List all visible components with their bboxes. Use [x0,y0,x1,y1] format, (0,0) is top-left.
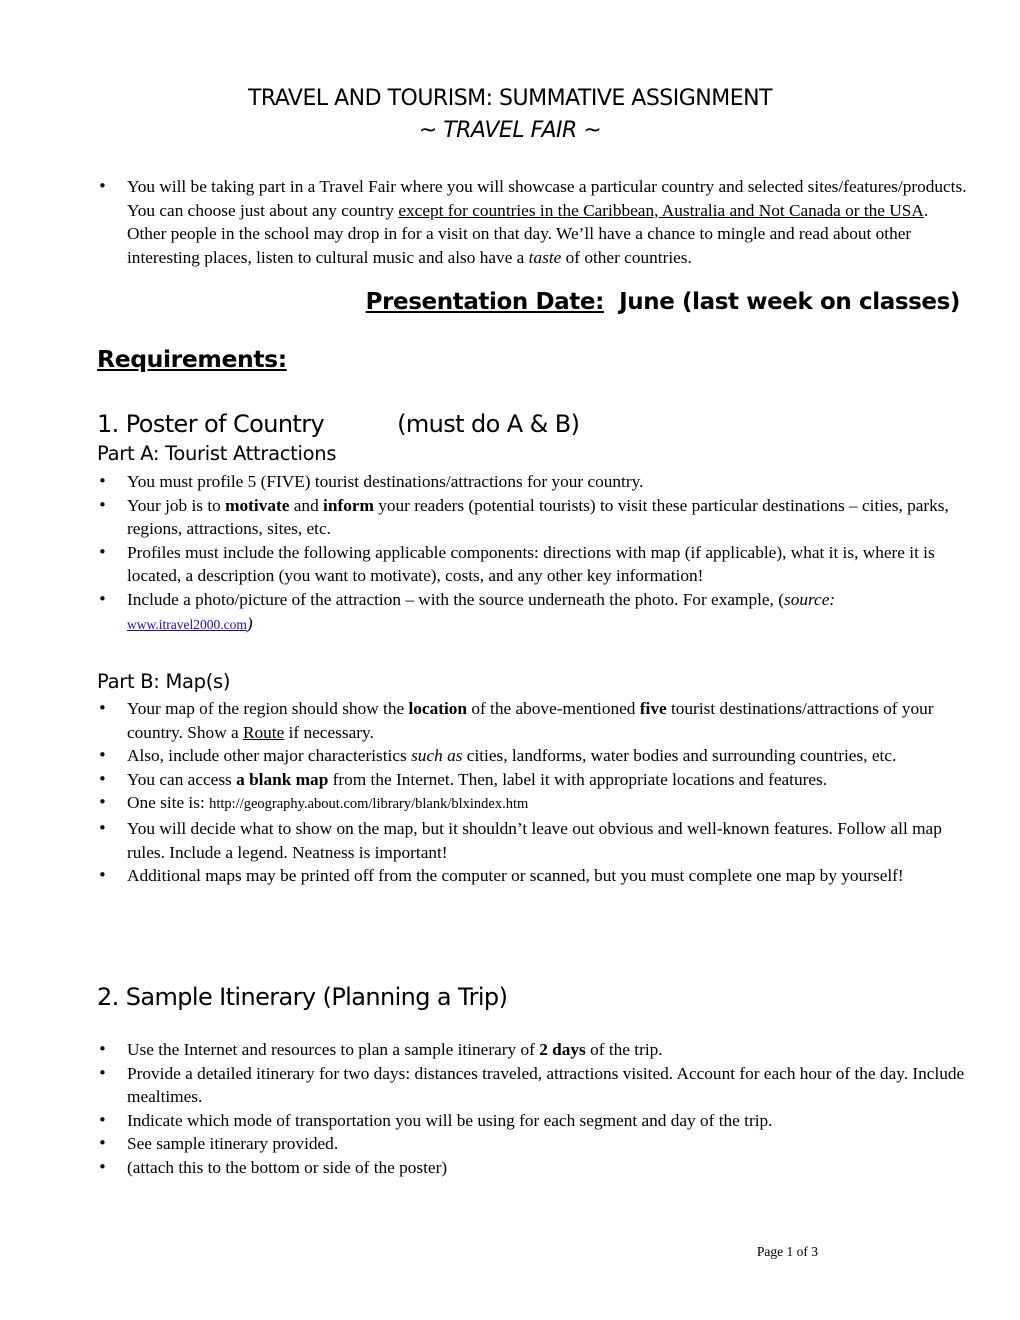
section1-note: (must do A & B) [397,410,580,438]
section2-heading: 2. Sample Itinerary (Planning a Trip) [97,983,508,1011]
list-item: • Include a photo/picture of the attraction – with the source underneath the photo. For example, (source: www.itravel2000.com) [98,588,968,636]
list-item: • You can access a blank map from the Internet. Then, label it with appropriate locations and features. [98,768,968,792]
partA-list [98,470,968,636]
presentation-date-value: June (last week on classes) [619,289,960,315]
list-item: • You will decide what to show on the map, but it shouldn’t leave out obvious and well-known features. Follow all map rules. Include a legend. Neatness is important! [98,817,968,864]
document-subtitle: ~ TRAVEL FAIR ~ [418,118,602,143]
presentation-date-label: Presentation Date: [365,289,604,315]
section2-list [98,1038,968,1180]
list-item: • Your job is to motivate and inform your readers (potential tourists) to visit these particular destinations – cities, parks, regions, attractions, sites, etc. [98,494,968,541]
list-item: • One site is: http://geography.about.com/library/blank/blxindex.htm [98,791,968,817]
partB-heading: Part B: Map(s) [97,670,231,693]
list-item: • See sample itinerary provided. [98,1132,968,1156]
list-item: • Provide a detailed itinerary for two days: distances traveled, attractions visited. Account for each hour of the day. Include mealtimes. [98,1062,968,1109]
list-item: • You must profile 5 (FIVE) tourist destinations/attractions for your country. [98,470,968,494]
document-title: TRAVEL AND TOURISM: SUMMATIVE ASSIGNMENT [247,86,773,111]
partB-list [98,697,968,888]
list-item: • (attach this to the bottom or side of the poster) [98,1156,968,1180]
intro-bullet: • You will be taking part in a Travel Fair where you will showcase a particular country and selected sites/features/products. You can choose just about any country except for countries in the Caribbean, Australia and Not Canada or the USA. Other people in the school may drop in for a visit on that day. We’ll have a chance to mingle and read about other interesting places, listen to cultural music and also have a taste of other countries. [98,175,968,269]
intro-list [98,175,968,269]
list-item: • Additional maps may be printed off from the computer or scanned, but you must complete one map by yourself! [98,864,968,888]
list-item: • Use the Internet and resources to plan a sample itinerary of 2 days of the trip. [98,1038,968,1062]
list-item: • Also, include other major characteristics such as cities, landforms, water bodies and surrounding countries, etc. [98,744,968,768]
requirements-heading: Requirements: [97,345,287,373]
page-number: Page 1 of 3 [756,1244,818,1259]
excluded-countries: except for countries in the Caribbean, Australia and Not Canada or the USA [398,200,924,220]
itravel-link[interactable]: www.itravel2000.com [127,616,247,632]
presentation-date [366,289,960,315]
blank-map-url: http://geography.about.com/library/blank/blxindex.htm [209,796,529,813]
section1-heading: 1. Poster of Country (must do A & B) [97,410,580,438]
partA-heading: Part A: Tourist Attractions [97,442,337,465]
list-item: • Your map of the region should show the location of the above-mentioned five tourist destinations/attractions of your country. Show a Route if necessary. [98,697,968,744]
list-item: • Profiles must include the following applicable components: directions with map (if applicable), what it is, where it is located, a description (you want to motivate), costs, and any other key information! [98,541,968,588]
list-item: • Indicate which mode of transportation you will be using for each segment and day of the trip. [98,1109,968,1133]
